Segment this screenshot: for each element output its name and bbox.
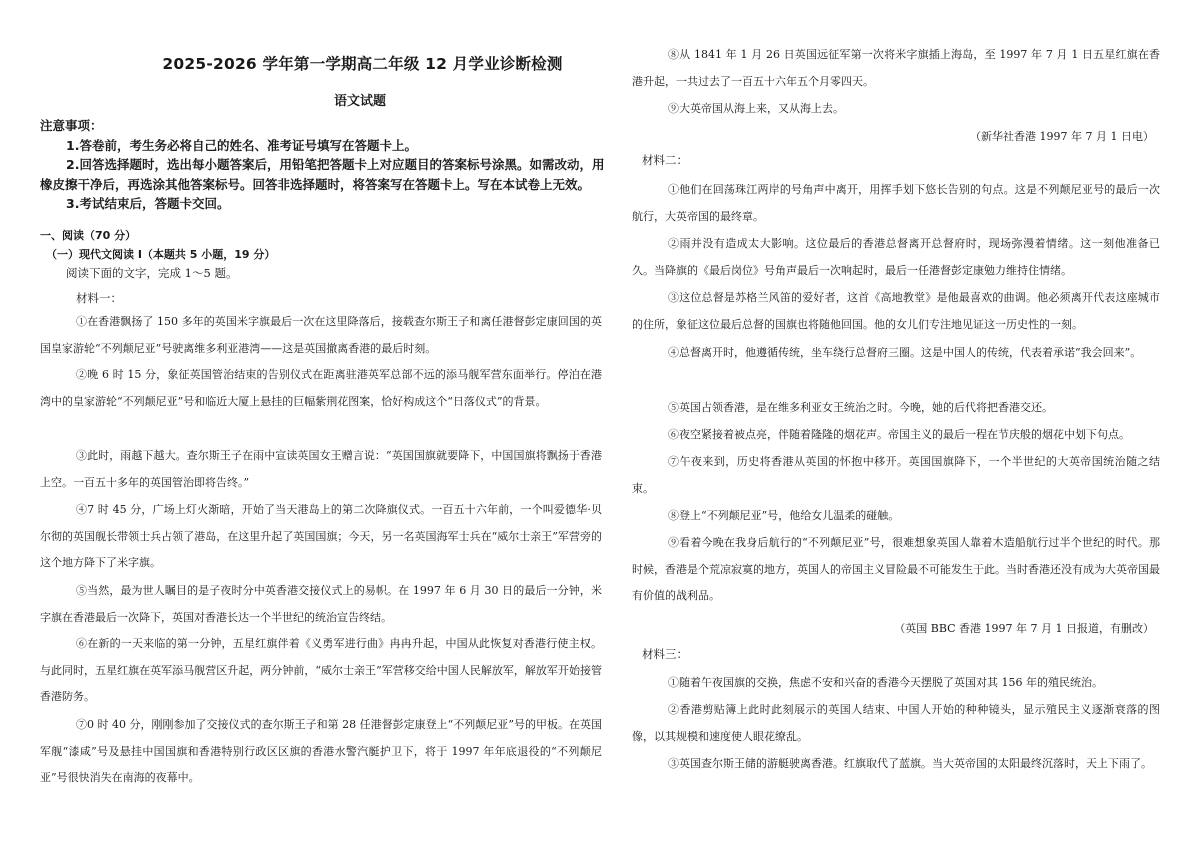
- notes-item: 2.回答选择题时，选出每小题答案后，用铅笔把答题卡上对应题目的答案标号涂黑。如需改动，用橡皮擦干净后，再选涂其他答案标号。回答非选择题时，将答案写在答题卡上。写在本试卷上无效。: [40, 157, 605, 192]
- material2-paragraph: ②雨并没有造成太大影响。这位最后的香港总督离开总督府时，现场弥漫着情绪。这一刻他准备已久。当降旗的《最后岗位》号角声最后一次响起时，最后一任港督彭定康勉力维持住情绪。: [632, 237, 1160, 277]
- material2-paragraph: ⑤英国占领香港，是在维多利亚女王统治之时。今晚，她的后代将把香港交还。: [668, 401, 1053, 414]
- notes-section: [40, 116, 606, 214]
- material1-paragraph: ④7 时 45 分，广场上灯火渐暗，开始了当天港岛上的第二次降旗仪式。一百五十六年前，一个叫爱德华·贝尔彻的英国舰长带领士兵占领了港岛，在这里升起了英国国旗；今天，另一名英国海军士兵在“威尔士亲王”军营旁的这个地方降下了米字旗。: [40, 503, 602, 569]
- material2-paragraph: ⑧登上“不列颠尼亚”号，他给女儿温柔的碰触。: [668, 509, 900, 522]
- notes-item: 1.答卷前，考生务必将自己的姓名、准考证号填写在答题卡上。: [66, 137, 417, 153]
- material3-paragraph: ③英国查尔斯王储的游艇驶离香港。红旗取代了蓝旗。当大英帝国的太阳最终沉落时，天上下雨了。: [668, 757, 1152, 770]
- material2-paragraph: ⑨看着今晚在我身后航行的“不列颠尼亚”号，很难想象英国人靠着木造船航行过半个世纪的时代。那时候，香港是个荒凉寂寞的地方，英国人的帝国主义冒险最不可能发生于此。当时香港还没有成为大英帝国最有价值的战利品。: [632, 536, 1160, 602]
- material1-paragraph: ⑨大英帝国从海上来，又从海上去。: [668, 102, 844, 115]
- material1-paragraph: ⑥在新的一天来临的第一分钟，五星红旗伴着《义勇军进行曲》冉冉升起，中国从此恢复对香港行使主权。与此同时，五星红旗在英军添马舰营区升起，两分钟前，“威尔士亲王”军营移交给中国人民解放军，解放军开始接管香港防务。: [40, 637, 602, 703]
- material1-label: 材料一：: [76, 291, 122, 305]
- section-part-heading: 一、阅读（70 分）: [40, 229, 137, 242]
- material2-label: 材料二：: [642, 153, 688, 167]
- notes-heading: 注意事项：: [40, 118, 103, 133]
- material1-paragraph: ⑦0 时 40 分，刚刚参加了交接仪式的查尔斯王子和第 28 任港督彭定康登上“不列颠尼亚”号的甲板。在英国军舰“漆咸”号及悬挂中国国旗和香港特别行政区区旗的香港水警汽艇护卫下，将于 1997 年年底退役的“不列颠尼亚”号很快消失在南海的夜幕中。: [40, 718, 602, 784]
- material2-paragraph: ①他们在回荡珠江两岸的号角声中离开，用挥手划下悠长告别的句点。这是不列颠尼亚号的最后一次航行，大英帝国的最终章。: [632, 183, 1160, 223]
- material2-source: （英国 BBC 香港 1997 年 7 月 1 日报道，有删改）: [894, 622, 1154, 635]
- material1-paragraph: ②晚 6 时 15 分，象征英国管治结束的告别仪式在距离驻港英军总部不远的添马舰军营东面举行。停泊在港湾中的皇家游轮“不列颠尼亚”号和临近大厦上悬挂的巨幅紫荆花图案，恰好构成这个“日落仪式”的背景。: [40, 368, 602, 408]
- material1-paragraph: ③此时，雨越下越大。查尔斯王子在雨中宣读英国女王赠言说：“英国国旗就要降下，中国国旗将飘扬于香港上空。一百五十多年的英国管治即将告终。”: [40, 449, 602, 489]
- material3-paragraph: ①随着午夜国旗的交换，焦虑不安和兴奋的香港今天摆脱了英国对其 156 年的殖民统治。: [668, 676, 1103, 689]
- section-instruction: 阅读下面的文字，完成 1～5 题。: [66, 266, 238, 280]
- material1-paragraph: ⑤当然，最为世人瞩目的是子夜时分中英香港交接仪式上的易帜。在 1997 年 6 月 30 日的最后一分钟，米字旗在香港最后一次降下，英国对香港长达一个半世纪的统治宣告终结。: [40, 584, 602, 624]
- material2-paragraph: ③这位总督是苏格兰风笛的爱好者，这首《高地教堂》是他最喜欢的曲调。他必须离开代表这座城市的住所，象征这位最后总督的国旗也将随他回国。他的女儿们专注地见证这一历史性的一刻。: [632, 291, 1160, 331]
- material2-paragraph: ⑥夜空紧接着被点亮，伴随着隆隆的烟花声。帝国主义的最后一程在节庆般的烟花中划下句点。: [668, 428, 1130, 441]
- material2-paragraph: ④总督离开时，他遵循传统，坐车绕行总督府三圈。这是中国人的传统，代表着承诺“我会回来”。: [668, 346, 1142, 359]
- exam-subtitle: 语文试题: [333, 94, 386, 109]
- material2-paragraph: ⑦午夜来到，历史将香港从英国的怀抱中移开。英国国旗降下，一个半世纪的大英帝国统治随之结束。: [632, 455, 1160, 495]
- material1-paragraph: ⑧从 1841 年 1 月 26 日英国远征军第一次将米字旗插上海岛，至 1997 年 7 月 1 日五星红旗在香港升起，一共过去了一百五十六年五个月零四天。: [632, 48, 1160, 88]
- material1-source: （新华社香港 1997 年 7 月 1 日电）: [970, 130, 1154, 143]
- material3-paragraph: ②香港剪贴簿上此时此刻展示的英国人结束、中国人开始的种种镜头，显示殖民主义逐渐衰落的图像，以其规模和速度使人眼花缭乱。: [632, 703, 1160, 743]
- material1-paragraph: ①在香港飘扬了 150 多年的英国米字旗最后一次在这里降落后，接载查尔斯王子和离任港督彭定康回国的英国皇家游轮“不列颠尼亚”号驶离维多利亚港湾——这是英国撤离香港的最后时刻。: [40, 315, 602, 355]
- notes-item: 3.考试结束后，答题卡交回。: [66, 196, 230, 211]
- exam-title: 2025-2026 学年第一学期高二年级 12 月学业诊断检测: [162, 55, 563, 73]
- material3-label: 材料三：: [642, 647, 688, 661]
- section-sub-heading: （一）现代文阅读 I（本题共 5 小题，19 分）: [46, 248, 276, 261]
